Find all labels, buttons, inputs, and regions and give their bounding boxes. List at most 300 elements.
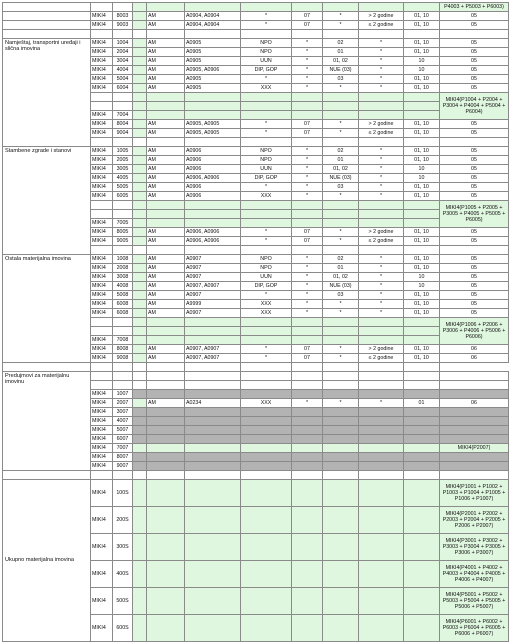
table-cell: MIKI4(P2007) bbox=[440, 444, 509, 453]
table-cell: 6008 bbox=[113, 300, 133, 309]
table-cell: 02 bbox=[323, 147, 359, 156]
table-cell: * bbox=[359, 156, 404, 165]
empty-cell bbox=[147, 444, 185, 453]
empty-cell bbox=[133, 210, 147, 219]
table-cell: * bbox=[292, 309, 323, 318]
empty-cell bbox=[404, 111, 440, 120]
empty-cell bbox=[440, 435, 509, 444]
table-cell: 05 bbox=[440, 156, 509, 165]
empty-cell bbox=[185, 318, 241, 327]
table-cell: 01, 02 bbox=[323, 165, 359, 174]
table-cell: 05 bbox=[440, 300, 509, 309]
table-cell: 01 bbox=[404, 399, 440, 408]
table-cell: 01, 10 bbox=[404, 84, 440, 93]
empty-cell bbox=[133, 228, 147, 237]
empty-cell bbox=[91, 201, 113, 210]
empty-cell bbox=[113, 102, 133, 111]
table-cell: AM bbox=[147, 192, 185, 201]
table-cell: 6004 bbox=[113, 84, 133, 93]
empty-cell bbox=[147, 246, 185, 255]
empty-cell bbox=[359, 246, 404, 255]
empty-cell bbox=[241, 111, 292, 120]
empty-cell bbox=[147, 138, 185, 147]
table-cell: AM bbox=[147, 57, 185, 66]
empty-cell bbox=[185, 471, 241, 480]
empty-cell bbox=[185, 615, 241, 642]
empty-cell bbox=[323, 372, 359, 381]
empty-cell bbox=[147, 534, 185, 561]
empty-cell bbox=[113, 30, 133, 39]
table-cell: 1008 bbox=[113, 255, 133, 264]
empty-cell bbox=[133, 75, 147, 84]
table-cell: * bbox=[292, 156, 323, 165]
table-cell: 05 bbox=[440, 255, 509, 264]
empty-cell bbox=[133, 21, 147, 30]
table-cell: * bbox=[323, 237, 359, 246]
table-cell: * bbox=[241, 129, 292, 138]
table-cell: MIKI4 bbox=[91, 444, 113, 453]
table-cell: 03 bbox=[323, 291, 359, 300]
empty-cell bbox=[91, 363, 113, 372]
table-cell: UUN bbox=[241, 273, 292, 282]
table-cell: MIKI4(P1006 + P2006 + P3006 + P4006 + P5006 + P6006) bbox=[440, 318, 509, 345]
empty-cell bbox=[133, 201, 147, 210]
table-cell: 05 bbox=[440, 39, 509, 48]
empty-cell bbox=[404, 102, 440, 111]
empty-cell bbox=[133, 39, 147, 48]
empty-cell bbox=[323, 615, 359, 642]
table-cell: 2008 bbox=[113, 264, 133, 273]
table-cell: MIKI4 bbox=[91, 507, 113, 534]
table-row bbox=[3, 3, 509, 12]
table-cell: 03 bbox=[323, 75, 359, 84]
empty-cell bbox=[185, 435, 241, 444]
table-cell: DIP, GOP bbox=[241, 66, 292, 75]
table-cell: 07 bbox=[292, 120, 323, 129]
table-cell: 8003 bbox=[113, 12, 133, 21]
empty-cell bbox=[147, 219, 185, 228]
empty-cell bbox=[404, 318, 440, 327]
table-cell: * bbox=[359, 147, 404, 156]
empty-cell bbox=[292, 561, 323, 588]
table-cell: 5005 bbox=[113, 183, 133, 192]
table-cell: MIKI4 bbox=[91, 615, 113, 642]
empty-cell bbox=[133, 309, 147, 318]
empty-cell bbox=[323, 210, 359, 219]
empty-cell bbox=[185, 390, 241, 399]
empty-cell bbox=[323, 426, 359, 435]
table-cell: AM bbox=[147, 156, 185, 165]
table-cell: AM bbox=[147, 174, 185, 183]
empty-cell bbox=[147, 30, 185, 39]
empty-cell bbox=[133, 561, 147, 588]
table-cell: 01, 10 bbox=[404, 156, 440, 165]
table-cell: A0907 bbox=[185, 255, 241, 264]
table-cell: NPO bbox=[241, 48, 292, 57]
empty-cell bbox=[241, 327, 292, 336]
table-cell: * bbox=[292, 75, 323, 84]
empty-cell bbox=[440, 408, 509, 417]
empty-cell bbox=[241, 471, 292, 480]
empty-cell bbox=[133, 246, 147, 255]
empty-cell bbox=[241, 408, 292, 417]
table-cell: MIKI4(P4001 + P4002 + P4003 + P4004 + P4005 + P4006 + P4007) bbox=[440, 561, 509, 588]
empty-cell bbox=[323, 561, 359, 588]
table-cell: 01, 10 bbox=[404, 12, 440, 21]
table-cell: A0906 bbox=[185, 192, 241, 201]
empty-cell bbox=[133, 300, 147, 309]
table-cell: MIKI4 bbox=[91, 426, 113, 435]
empty-cell bbox=[292, 318, 323, 327]
table-cell: * bbox=[241, 21, 292, 30]
empty-cell bbox=[359, 363, 404, 372]
table-cell: 07 bbox=[292, 354, 323, 363]
empty-cell bbox=[241, 93, 292, 102]
empty-cell bbox=[440, 381, 509, 390]
table-cell: MIKI4(P2001 + P2002 + P2003 + P2004 + P2005 + P2006 + P2007) bbox=[440, 507, 509, 534]
empty-cell bbox=[91, 471, 113, 480]
table-cell: 01, 10 bbox=[404, 264, 440, 273]
data-table bbox=[2, 2, 509, 642]
empty-cell bbox=[185, 219, 241, 228]
table-cell: 5008 bbox=[113, 291, 133, 300]
table-cell: 6008 bbox=[113, 309, 133, 318]
empty-cell bbox=[241, 507, 292, 534]
empty-cell bbox=[323, 444, 359, 453]
table-cell: 01, 10 bbox=[404, 300, 440, 309]
empty-cell bbox=[404, 471, 440, 480]
empty-cell bbox=[241, 480, 292, 507]
empty-cell bbox=[323, 462, 359, 471]
empty-cell bbox=[113, 246, 133, 255]
table-cell: 2007 bbox=[113, 399, 133, 408]
empty-cell bbox=[147, 480, 185, 507]
table-cell: 07 bbox=[292, 345, 323, 354]
table-cell: 05 bbox=[440, 57, 509, 66]
empty-cell bbox=[91, 210, 113, 219]
table-cell: P4003 + P5003 + P6003) bbox=[440, 3, 509, 12]
table-cell: DIP, GOP bbox=[241, 282, 292, 291]
empty-cell bbox=[440, 390, 509, 399]
table-cell: 2005 bbox=[113, 156, 133, 165]
table-cell: 05 bbox=[440, 165, 509, 174]
table-cell: 01, 10 bbox=[404, 75, 440, 84]
table-cell: MIKI4 bbox=[91, 66, 113, 75]
table-cell: MIKI4 bbox=[91, 255, 113, 264]
table-cell: 05 bbox=[440, 48, 509, 57]
empty-cell bbox=[133, 111, 147, 120]
empty-cell bbox=[241, 381, 292, 390]
empty-cell bbox=[133, 534, 147, 561]
table-cell: MIKI4 bbox=[91, 12, 113, 21]
table-cell: * bbox=[292, 174, 323, 183]
table-cell: 07 bbox=[292, 21, 323, 30]
table-cell: 01, 10 bbox=[404, 228, 440, 237]
table-cell: 05 bbox=[440, 84, 509, 93]
empty-cell bbox=[241, 201, 292, 210]
table-cell: MIKI4 bbox=[91, 435, 113, 444]
table-cell: * bbox=[292, 255, 323, 264]
empty-cell bbox=[133, 444, 147, 453]
empty-cell bbox=[147, 435, 185, 444]
table-cell: * bbox=[292, 183, 323, 192]
table-cell: 01 bbox=[323, 156, 359, 165]
empty-cell bbox=[404, 201, 440, 210]
empty-cell bbox=[292, 615, 323, 642]
empty-cell bbox=[133, 417, 147, 426]
table-cell: MIKI4 bbox=[91, 399, 113, 408]
table-cell: * bbox=[292, 57, 323, 66]
table-cell: 05 bbox=[440, 264, 509, 273]
table-cell: 05 bbox=[440, 174, 509, 183]
empty-cell bbox=[113, 471, 133, 480]
table-cell: 01, 10 bbox=[404, 48, 440, 57]
table-cell: * bbox=[292, 147, 323, 156]
empty-cell bbox=[404, 561, 440, 588]
table-cell: A0907, A0907 bbox=[185, 282, 241, 291]
empty-cell bbox=[133, 399, 147, 408]
table-cell: AM bbox=[147, 255, 185, 264]
empty-cell bbox=[292, 534, 323, 561]
empty-cell bbox=[323, 327, 359, 336]
table-cell: * bbox=[241, 183, 292, 192]
empty-cell bbox=[185, 444, 241, 453]
table-cell: 01, 10 bbox=[404, 120, 440, 129]
empty-cell bbox=[91, 3, 113, 12]
empty-cell bbox=[292, 471, 323, 480]
empty-cell bbox=[359, 444, 404, 453]
table-cell: 9005 bbox=[113, 237, 133, 246]
table-cell: 05 bbox=[440, 147, 509, 156]
empty-cell bbox=[91, 372, 113, 381]
empty-cell bbox=[133, 408, 147, 417]
table-row bbox=[3, 21, 509, 30]
empty-cell bbox=[241, 534, 292, 561]
empty-cell bbox=[185, 417, 241, 426]
table-cell: 7007 bbox=[113, 444, 133, 453]
table-cell: A0907, A0907 bbox=[185, 345, 241, 354]
table-cell: AM bbox=[147, 345, 185, 354]
empty-cell bbox=[91, 93, 113, 102]
empty-cell bbox=[359, 408, 404, 417]
empty-cell bbox=[133, 93, 147, 102]
table-cell: MIKI4 bbox=[91, 453, 113, 462]
empty-cell bbox=[147, 102, 185, 111]
table-cell: 05 bbox=[440, 21, 509, 30]
table-cell: 600S bbox=[113, 615, 133, 642]
table-cell: 01, 10 bbox=[404, 183, 440, 192]
empty-cell bbox=[359, 462, 404, 471]
empty-cell bbox=[147, 336, 185, 345]
table-cell: ≤ 2 godine bbox=[359, 354, 404, 363]
empty-cell bbox=[113, 3, 133, 12]
empty-cell bbox=[323, 111, 359, 120]
empty-cell bbox=[133, 345, 147, 354]
table-cell: XXX bbox=[241, 84, 292, 93]
table-cell: MIKI4 bbox=[91, 354, 113, 363]
empty-cell bbox=[133, 588, 147, 615]
empty-cell bbox=[133, 480, 147, 507]
empty-cell bbox=[147, 462, 185, 471]
empty-cell bbox=[133, 372, 147, 381]
table-cell: MIKI4(P1001 + P1002 + P1003 + P1004 + P1005 + P1006 + P1007) bbox=[440, 480, 509, 507]
empty-cell bbox=[113, 138, 133, 147]
empty-cell bbox=[241, 3, 292, 12]
empty-cell bbox=[404, 30, 440, 39]
table-cell: A0907 bbox=[185, 264, 241, 273]
empty-cell bbox=[292, 30, 323, 39]
empty-cell bbox=[292, 363, 323, 372]
table-cell: 8007 bbox=[113, 453, 133, 462]
empty-cell bbox=[147, 426, 185, 435]
empty-cell bbox=[404, 534, 440, 561]
empty-cell bbox=[147, 318, 185, 327]
empty-cell bbox=[185, 246, 241, 255]
empty-cell bbox=[91, 318, 113, 327]
empty-cell bbox=[292, 93, 323, 102]
table-cell: 6005 bbox=[113, 192, 133, 201]
table-cell: UUN bbox=[241, 57, 292, 66]
empty-cell bbox=[91, 327, 113, 336]
empty-cell bbox=[323, 480, 359, 507]
empty-cell bbox=[292, 453, 323, 462]
table-cell: MIKI4 bbox=[91, 273, 113, 282]
empty-cell bbox=[241, 444, 292, 453]
empty-cell bbox=[133, 12, 147, 21]
table-cell: AM bbox=[147, 66, 185, 75]
table-cell: * bbox=[359, 57, 404, 66]
table-cell: MIKI4 bbox=[91, 534, 113, 561]
empty-cell bbox=[147, 201, 185, 210]
table-row bbox=[3, 363, 509, 372]
empty-cell bbox=[404, 417, 440, 426]
empty-cell bbox=[3, 471, 91, 480]
empty-cell bbox=[185, 453, 241, 462]
table-cell: 7008 bbox=[113, 336, 133, 345]
empty-cell bbox=[185, 363, 241, 372]
table-cell: A0905, A0906 bbox=[185, 66, 241, 75]
empty-cell bbox=[323, 435, 359, 444]
table-cell: MIKI4 bbox=[91, 390, 113, 399]
empty-cell bbox=[404, 615, 440, 642]
empty-cell bbox=[292, 507, 323, 534]
empty-cell bbox=[359, 210, 404, 219]
empty-cell bbox=[292, 201, 323, 210]
empty-cell bbox=[323, 138, 359, 147]
table-cell: 8005 bbox=[113, 228, 133, 237]
table-cell: * bbox=[359, 39, 404, 48]
table-cell: 03 bbox=[323, 183, 359, 192]
empty-cell bbox=[404, 390, 440, 399]
table-cell: XXX bbox=[241, 399, 292, 408]
table-cell: 3004 bbox=[113, 57, 133, 66]
empty-cell bbox=[292, 426, 323, 435]
table-cell: 7004 bbox=[113, 111, 133, 120]
empty-cell bbox=[113, 93, 133, 102]
table-cell: A0906 bbox=[185, 147, 241, 156]
empty-cell bbox=[359, 588, 404, 615]
table-cell: * bbox=[359, 399, 404, 408]
table-cell: 300S bbox=[113, 534, 133, 561]
table-cell: MIKI4 bbox=[91, 264, 113, 273]
empty-cell bbox=[404, 336, 440, 345]
table-cell: 05 bbox=[440, 192, 509, 201]
table-cell: 10 bbox=[404, 165, 440, 174]
empty-cell bbox=[133, 57, 147, 66]
empty-cell bbox=[133, 183, 147, 192]
table-cell: MIKI4 bbox=[91, 228, 113, 237]
table-cell: A0904, A0904 bbox=[185, 21, 241, 30]
table-cell: MIKI4 bbox=[91, 417, 113, 426]
table-cell: A0907 bbox=[185, 309, 241, 318]
table-cell: 8004 bbox=[113, 120, 133, 129]
empty-cell bbox=[91, 246, 113, 255]
table-cell: 07 bbox=[292, 237, 323, 246]
table-cell: * bbox=[292, 39, 323, 48]
empty-cell bbox=[241, 246, 292, 255]
table-cell: A0904, A0904 bbox=[185, 12, 241, 21]
empty-cell bbox=[359, 3, 404, 12]
empty-cell bbox=[241, 453, 292, 462]
table-cell: MIKI4 bbox=[91, 480, 113, 507]
empty-cell bbox=[241, 372, 292, 381]
empty-cell bbox=[185, 102, 241, 111]
table-cell: NPO bbox=[241, 39, 292, 48]
table-row bbox=[3, 147, 509, 156]
table-cell: * bbox=[359, 183, 404, 192]
empty-cell bbox=[133, 264, 147, 273]
empty-cell bbox=[147, 471, 185, 480]
table-cell: * bbox=[359, 48, 404, 57]
table-cell: MIKI4 bbox=[91, 561, 113, 588]
empty-cell bbox=[241, 138, 292, 147]
empty-cell bbox=[440, 417, 509, 426]
empty-cell bbox=[133, 363, 147, 372]
table-cell: 05 bbox=[440, 75, 509, 84]
table-cell: MIKI4 bbox=[91, 237, 113, 246]
table-row bbox=[3, 30, 509, 39]
empty-cell bbox=[185, 372, 241, 381]
table-cell: > 2 godine bbox=[359, 345, 404, 354]
empty-cell bbox=[359, 336, 404, 345]
table-cell: 01, 10 bbox=[404, 291, 440, 300]
empty-cell bbox=[359, 615, 404, 642]
table-row bbox=[3, 471, 509, 480]
empty-cell bbox=[3, 21, 91, 30]
table-cell: 10 bbox=[404, 282, 440, 291]
empty-cell bbox=[133, 390, 147, 399]
empty-cell bbox=[133, 30, 147, 39]
table-cell: * bbox=[292, 48, 323, 57]
empty-cell bbox=[133, 354, 147, 363]
table-cell: MIKI4(P5001 + P5002 + P5003 + P5004 + P5005 + P5006 + P5007) bbox=[440, 588, 509, 615]
table-cell: 01, 10 bbox=[404, 255, 440, 264]
empty-cell bbox=[359, 201, 404, 210]
table-cell: 05 bbox=[440, 282, 509, 291]
table-cell: 01, 10 bbox=[404, 39, 440, 48]
empty-cell bbox=[292, 102, 323, 111]
empty-cell bbox=[241, 426, 292, 435]
table-cell: 1004 bbox=[113, 39, 133, 48]
table-cell: 05 bbox=[440, 237, 509, 246]
table-cell: 06 bbox=[440, 345, 509, 354]
empty-cell bbox=[185, 561, 241, 588]
table-cell: * bbox=[359, 66, 404, 75]
table-cell: MIKI4 bbox=[91, 39, 113, 48]
table-cell: MIKI4(P1004 + P2004 + P3004 + P4004 + P5004 + P6004) bbox=[440, 93, 509, 120]
table-cell: 8008 bbox=[113, 345, 133, 354]
table-cell: 6007 bbox=[113, 435, 133, 444]
